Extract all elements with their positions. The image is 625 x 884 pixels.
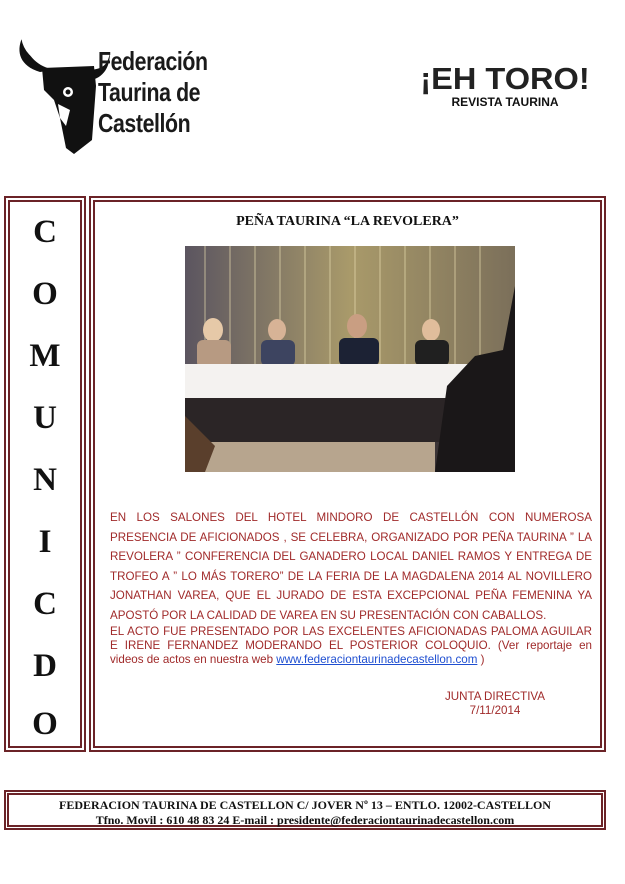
conference-photo-illustration — [185, 246, 515, 472]
signature-name: JUNTA DIRECTIVA — [444, 690, 546, 703]
federacion-logo-text — [98, 46, 232, 139]
logo-line-2: Taurina de — [98, 77, 201, 107]
sidebar-letter: O — [32, 706, 58, 742]
signature-date: 7/11/2014 — [469, 704, 521, 717]
article-paragraph-2 — [110, 625, 592, 667]
paragraph-2-end: ) — [480, 653, 485, 666]
magazine-title: ¡EH TORO! — [420, 61, 590, 96]
event-photo — [185, 246, 515, 472]
comunicado-sidebar — [4, 196, 86, 752]
sidebar-letter: N — [33, 462, 57, 498]
signature-block — [395, 690, 595, 718]
footer-box — [4, 790, 606, 830]
footer-address: FEDERACION TAURINA DE CASTELLON C/ JOVER Nº 13 – ENTLO. 12002-CASTELLON — [59, 798, 551, 812]
sidebar-letter: U — [33, 400, 57, 436]
magazine-subtitle: REVISTA TAURINA — [451, 95, 559, 109]
sidebar-letter: I — [38, 524, 52, 560]
paragraph-2-text: EL ACTO FUE PRESENTADO POR LAS EXCELENTES AFICIONADAS PALOMA AGUILAR E IRENE FERNANDEZ MODERANDO EL POSTERIOR COLOQUIO. (Ver reportaje en videos de actos en nuestra web — [110, 625, 592, 666]
sidebar-letter: C — [33, 214, 57, 250]
logo-line-3: Castellón — [98, 108, 191, 138]
sidebar-letter: C — [33, 586, 57, 622]
article-paragraph-1: EN LOS SALONES DEL HOTEL MINDORO DE CASTELLÓN CON NUMEROSA PRESENCIA DE AFICIONADOS , SE CELEBRA, ORGANIZADO POR PEÑA TAURINA ” LA REVOLERA ” CONFERENCIA DEL GANADERO LOCAL DANIEL RAMOS Y ENTREGA DE TROFEO A ” LO MÁS TORERO” DE LA FERIA DE LA MAGDALENA 2014 AL NOVILLERO JONATHAN VAREA, QUE EL JURADO DE ESTA EXCEPCIONAL PEÑA FEMENINA YA APOSTÓ POR LA CALIDAD DE VAREA EN SU PRESENTACIÓN CON CABALLOS. — [110, 511, 592, 622]
sidebar-letter: M — [29, 338, 61, 374]
article-box — [89, 196, 606, 752]
logo-line-1: Federación — [98, 46, 208, 76]
sidebar-letter: O — [32, 276, 58, 312]
article-headline: PEÑA TAURINA “LA REVOLERA” — [236, 214, 459, 229]
footer-contact: Tfno. Movil : 610 48 83 24 E-mail : presidente@federaciontaurinadecastellon.com — [95, 813, 515, 827]
magazine-logo — [420, 62, 590, 109]
sidebar-letter: D — [33, 648, 57, 684]
website-link[interactable]: www.federaciontaurinadecastellon.com — [276, 653, 478, 666]
